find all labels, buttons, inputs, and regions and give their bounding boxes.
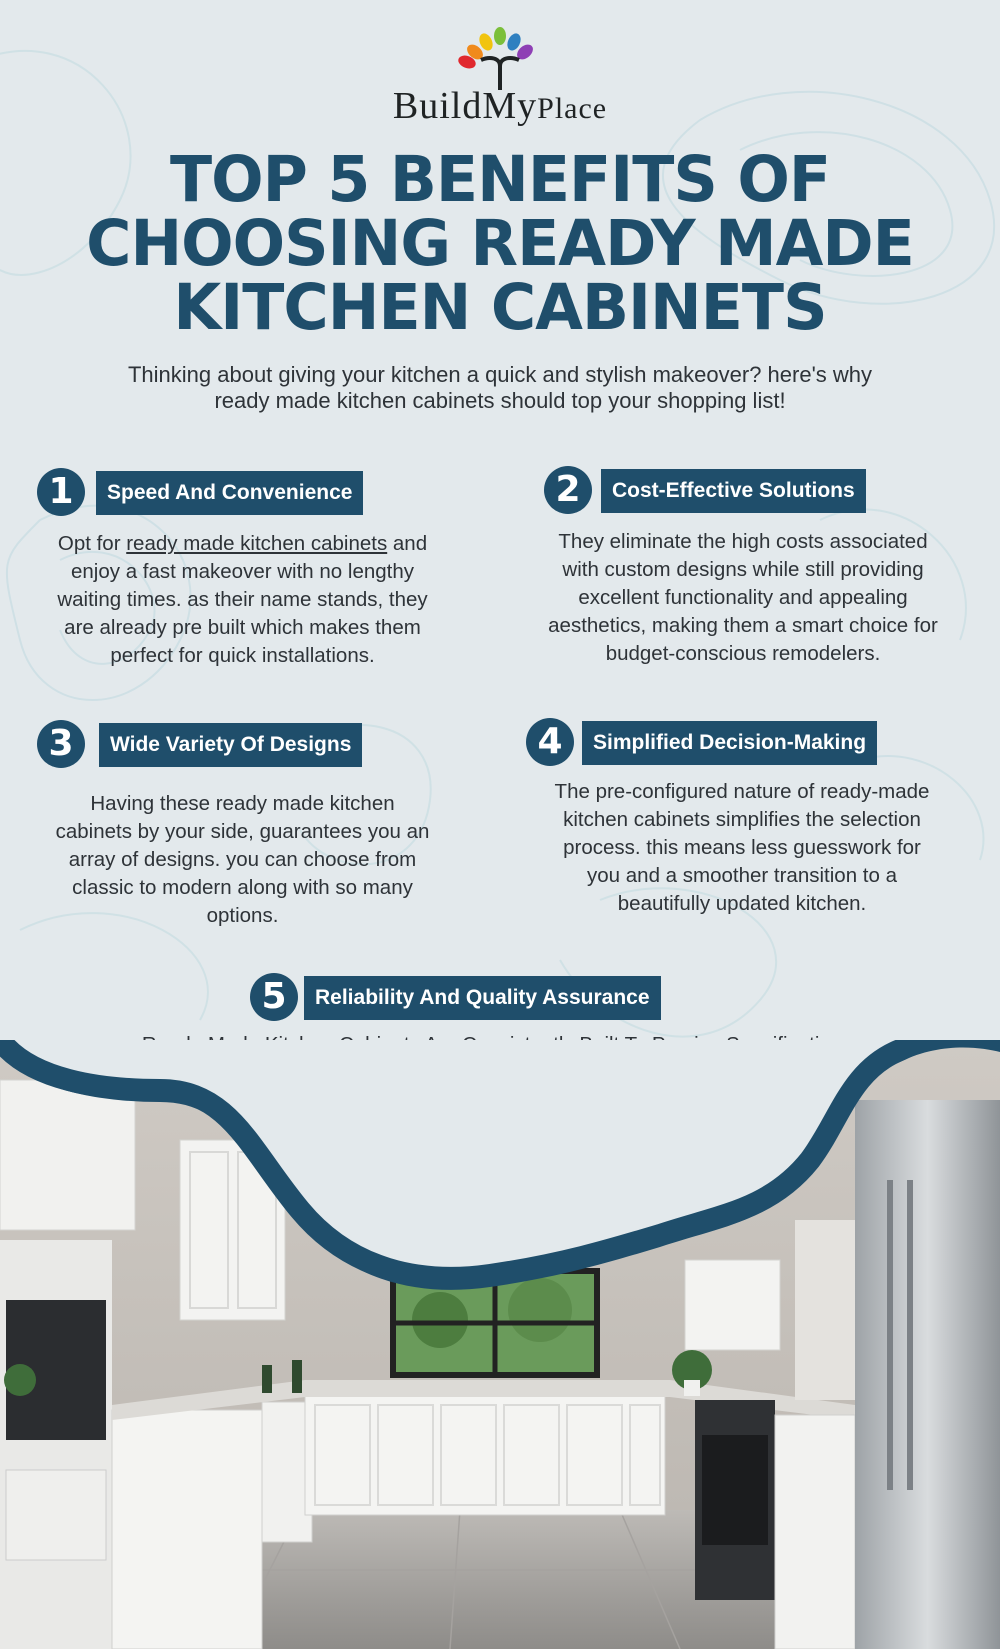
brand-logo[interactable] (0, 26, 1000, 128)
benefit-heading-1: Speed And Convenience (96, 471, 363, 515)
benefit-number-3: 3 (37, 720, 85, 768)
tree-logo-icon (445, 26, 555, 90)
brand-name: BuildMyPlace (392, 85, 608, 127)
benefit-number-1: 1 (37, 468, 85, 516)
benefit-desc-1: Opt for ready made kitchen cabinets and enjoy a fast makeover with no lengthy waiting times. as their name stands, they are already pre built which makes them perfect for quick installations. (57, 532, 428, 667)
kitchen-photo (0, 1040, 1000, 1649)
benefit-heading-5: Reliability And Quality Assurance (304, 976, 661, 1020)
page-title: TOP 5 BENEFITS OF CHOOSING READY MADE KITCHEN CABINETS (86, 143, 914, 344)
benefit-heading-2: Cost-Effective Solutions (601, 469, 866, 513)
benefit-number-5: 5 (250, 973, 298, 1021)
benefit-heading-3: Wide Variety Of Designs (99, 723, 362, 767)
benefit-heading-4: Simplified Decision-Making (582, 721, 877, 765)
benefit-desc-4: The pre-configured nature of ready-made kitchen cabinets simplifies the selection process. this means less guesswork for you and a smoother transition to a beautifully updated kitchen. (554, 780, 930, 915)
benefit-desc-2: They eliminate the high costs associated with custom designs while still providing excellent functionality and appealing aesthetics, making them a smart choice for budget-conscious remodelers. (548, 530, 938, 665)
ready-made-cabinets-link[interactable]: ready made kitchen cabinets (126, 532, 388, 555)
benefit-number-4: 4 (526, 718, 574, 766)
benefit-desc-3: Having these ready made kitchen cabinets by your side, guarantees you an array of designs. you can choose from classic to modern along with so many options. (55, 792, 430, 927)
benefit-number-2: 2 (544, 466, 592, 514)
intro-text: Thinking about giving your kitchen a quick and stylish makeover? here's why ready made kitchen cabinets should top your shopping list! (127, 362, 873, 413)
